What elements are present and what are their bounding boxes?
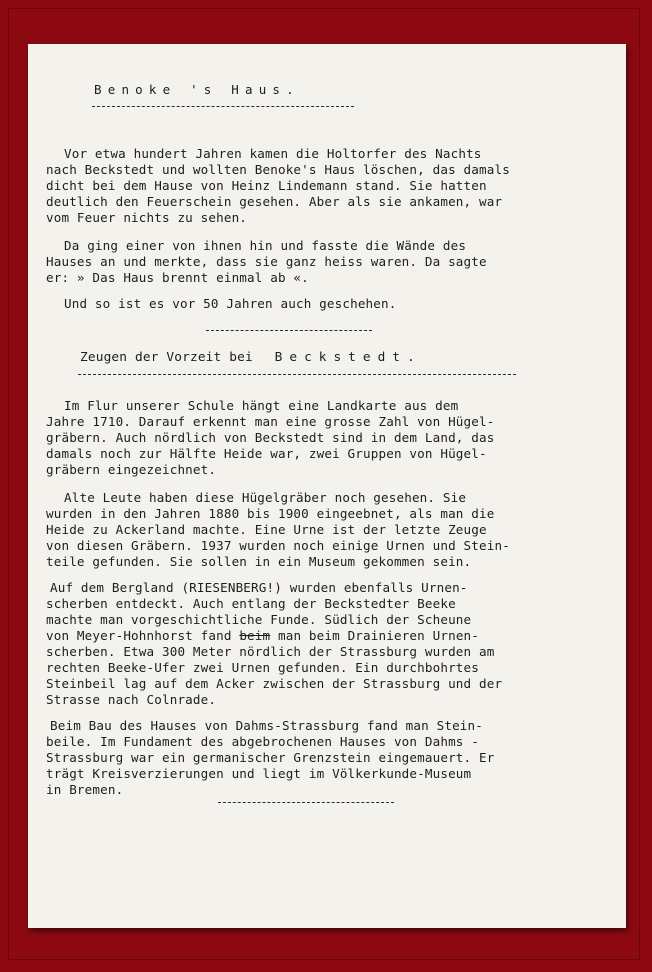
section-title-prefix: Zeugen der Vorzeit bei: [80, 350, 253, 365]
text-line: Jahre 1710. Darauf erkennt man eine grosse Zahl von Hügel-: [46, 414, 495, 429]
text-line: von diesen Gräbern. 1937 wurden noch einige Urnen und Stein-: [46, 538, 510, 553]
section-title-benoke: Benoke 's Haus.: [94, 82, 300, 97]
text-line: teile gefunden. Sie sollen in ein Museum gekommen sein.: [46, 554, 472, 569]
text-line: [46, 628, 479, 643]
section-separator: [206, 330, 372, 331]
text-fragment: von Meyer-Hohnhorst fand: [46, 628, 240, 643]
text-line: Hauses an und merkte, dass sie ganz heiss waren. Da sagte: [46, 254, 487, 269]
text-line: Strasse nach Colnrade.: [46, 692, 217, 707]
text-line: gräbern. Auch nördlich von Beckstedt sind in dem Land, das: [46, 430, 495, 445]
text-line: gräbern eingezeichnet.: [46, 462, 217, 477]
text-line: Heide zu Ackerland machte. Eine Urne ist der letzte Zeuge: [46, 522, 487, 537]
struck-word: beim: [239, 628, 271, 643]
text-line: scherben. Etwa 300 Meter nördlich der Strassburg wurden am: [46, 644, 495, 659]
text-line: Da ging einer von ihnen hin und fasste die Wände des: [64, 238, 467, 253]
text-line: wurden in den Jahren 1880 bis 1900 eingeebnet, als man die: [46, 506, 495, 521]
text-line: machte man vorgeschichtliche Funde. Südlich der Scheune: [46, 612, 472, 627]
text-line: Strassburg war ein germanischer Grenzstein eingemauert. Er: [46, 750, 495, 765]
title-underline: [92, 106, 354, 107]
text-line: dicht bei dem Hause von Heinz Lindemann stand. Sie hatten: [46, 178, 487, 193]
text-line: Steinbeil lag auf dem Acker zwischen der Strassburg und der: [46, 676, 503, 691]
text-line: vom Feuer nichts zu sehen.: [46, 210, 248, 225]
section-title-zeugen: [80, 350, 422, 365]
text-line: Auf dem Bergland (RIESENBERG!) wurden ebenfalls Urnen-: [50, 580, 468, 595]
text-line: in Bremen.: [46, 782, 124, 797]
end-separator: [218, 802, 394, 803]
text-fragment: man beim Drainieren Urnen-: [270, 628, 480, 643]
text-line: Und so ist es vor 50 Jahren auch geschehen.: [64, 296, 397, 311]
text-line: scherben entdeckt. Auch entlang der Beckstedter Beeke: [46, 596, 456, 611]
section-title-place: Beckstedt.: [274, 350, 422, 365]
text-line: Beim Bau des Hauses von Dahms-Strassburg fand man Stein-: [50, 718, 483, 733]
title-underline: [78, 374, 516, 375]
text-line: deutlich den Feuerschein gesehen. Aber als sie ankamen, war: [46, 194, 503, 209]
text-line: nach Beckstedt und wollten Benoke's Haus löschen, das damals: [46, 162, 510, 177]
text-line: Vor etwa hundert Jahren kamen die Holtorfer des Nachts: [64, 146, 482, 161]
text-line: trägt Kreisverzierungen und liegt im Völkerkunde-Museum: [46, 766, 472, 781]
text-line: rechten Beeke-Ufer zwei Urnen gefunden. Ein durchbohrtes: [46, 660, 479, 675]
text-line: Alte Leute haben diese Hügelgräber noch gesehen. Sie: [64, 490, 467, 505]
text-line: damals noch zur Hälfte Heide war, zwei Gruppen von Hügel-: [46, 446, 487, 461]
text-line: beile. Im Fundament des abgebrochenen Hauses von Dahms -: [46, 734, 479, 749]
text-line: Im Flur unserer Schule hängt eine Landkarte aus dem: [64, 398, 459, 413]
text-line: er: » Das Haus brennt einmal ab «.: [46, 270, 309, 285]
typewritten-page: [28, 44, 626, 928]
